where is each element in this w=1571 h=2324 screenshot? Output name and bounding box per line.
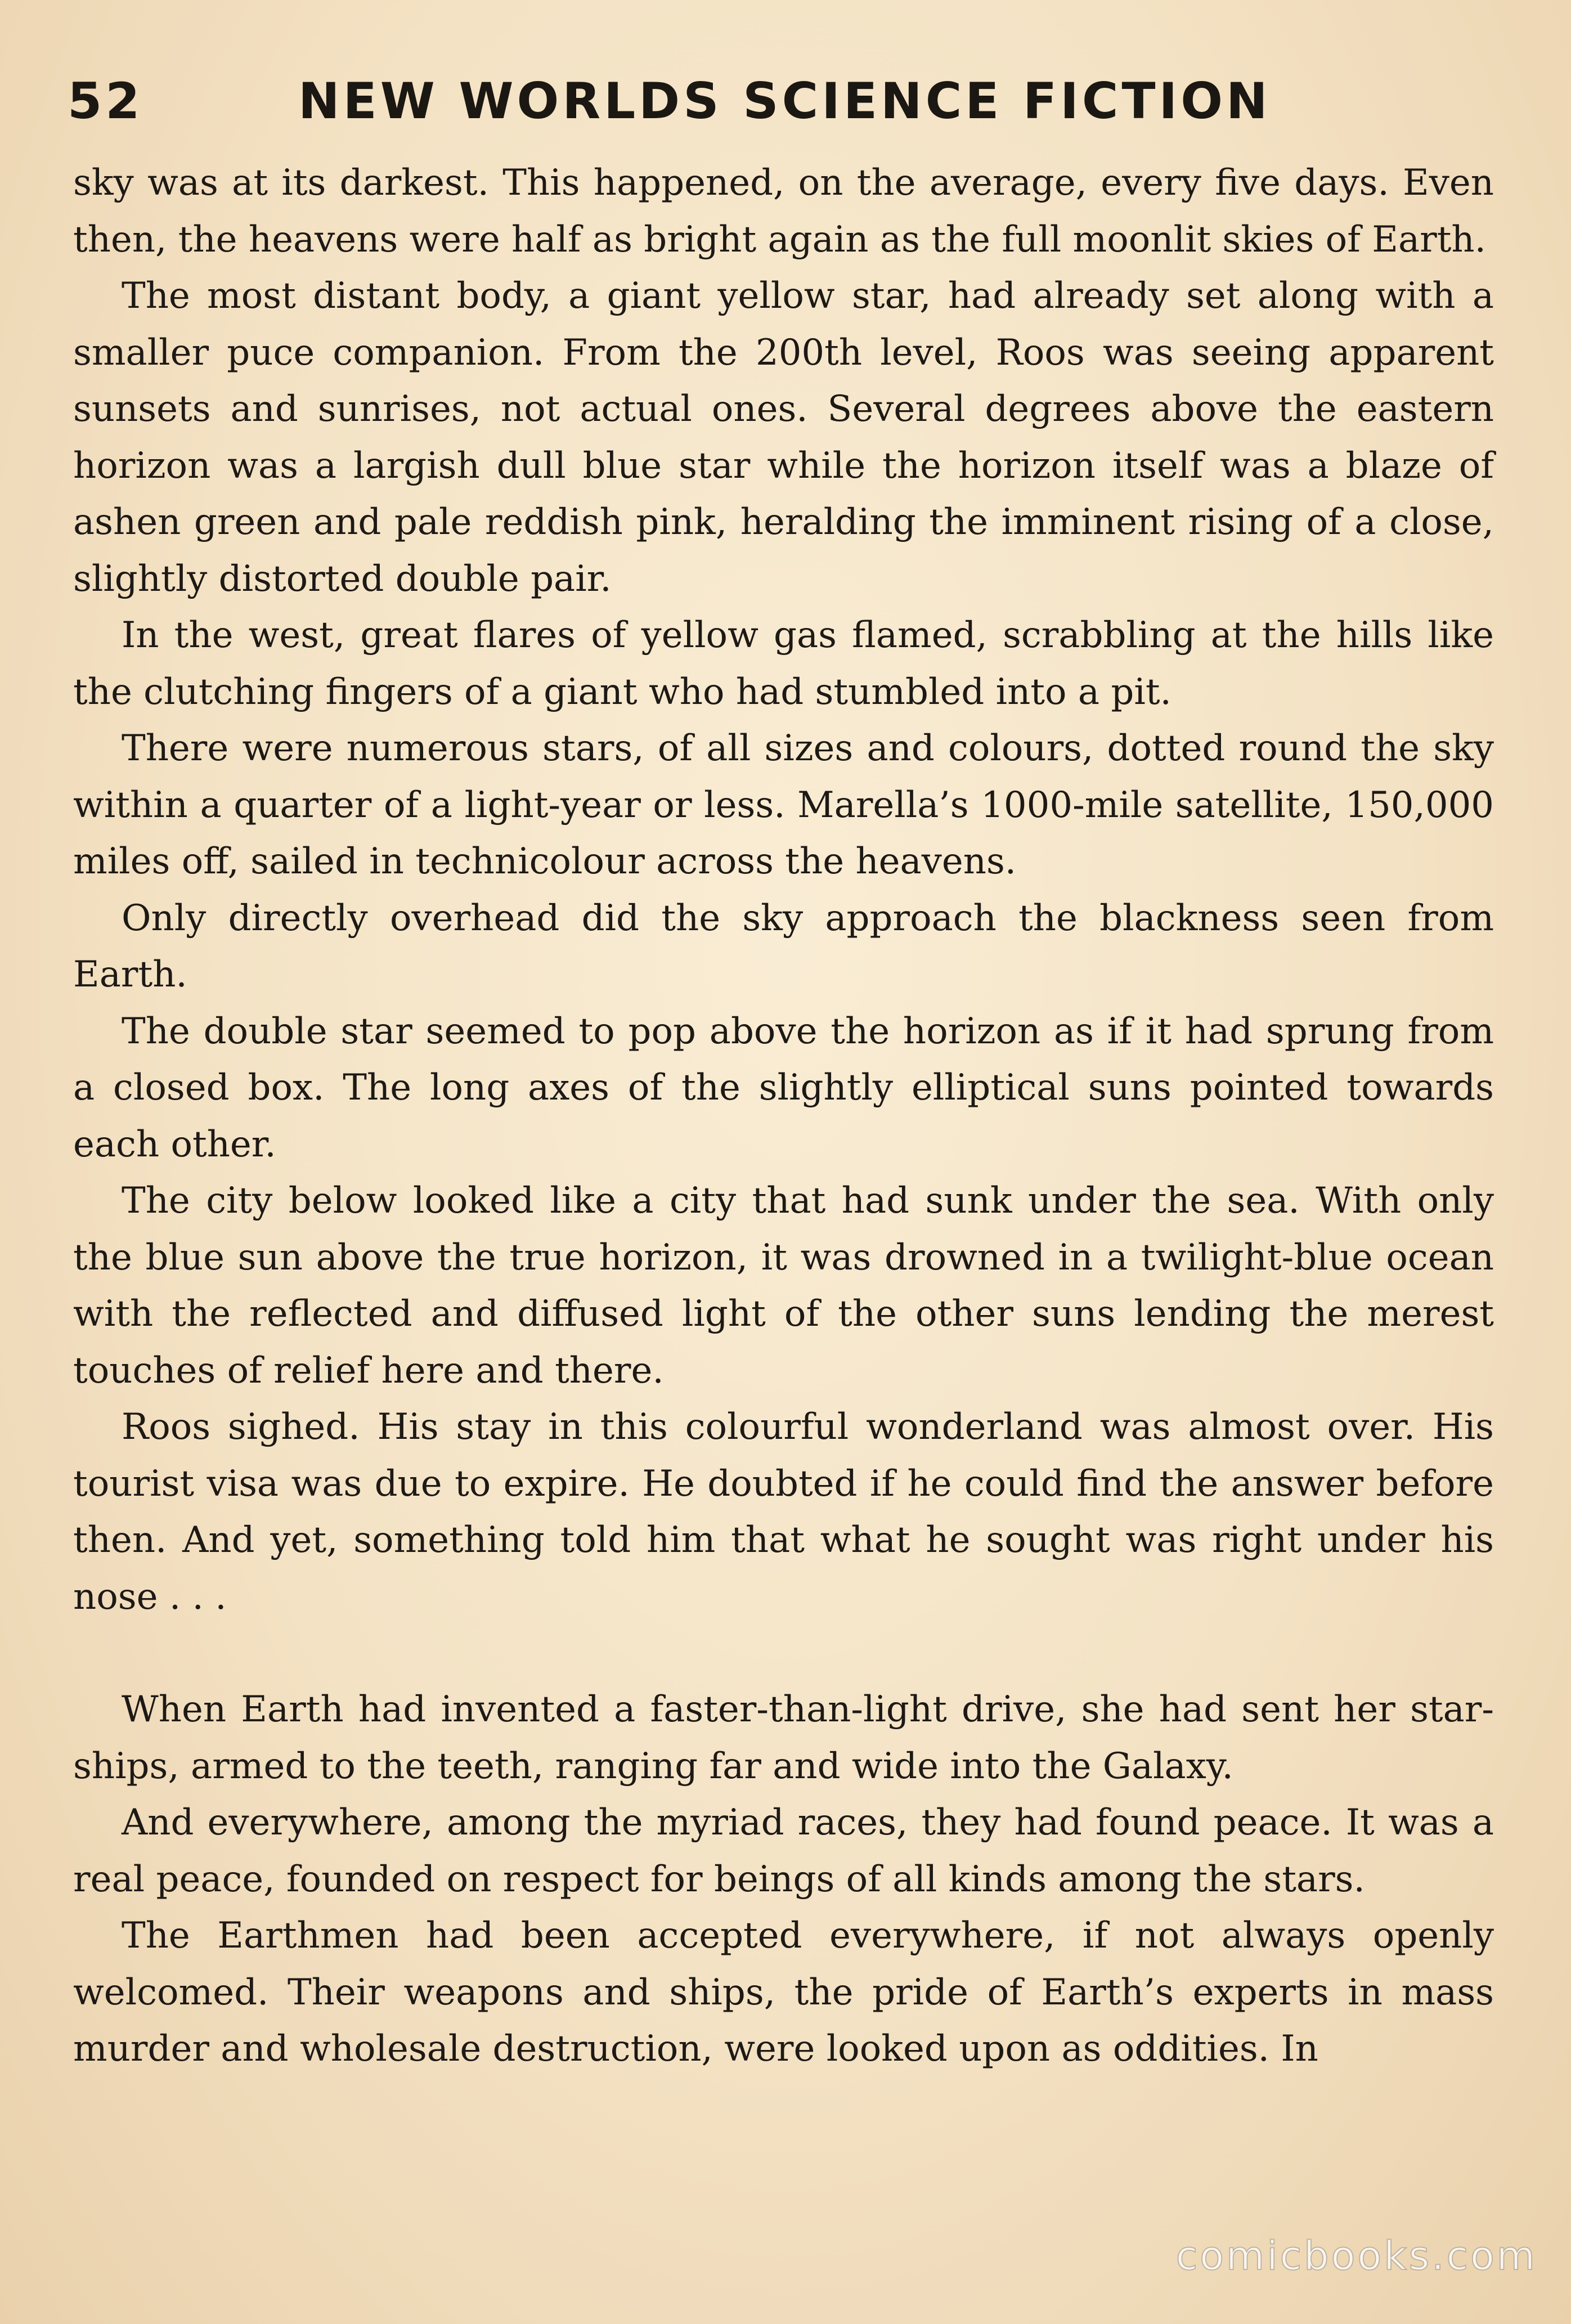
paragraph: The Earthmen had been accepted everywhere, if not always openly welcomed. Their weapons and ships, the pride of Earth’s experts in mass murder and wholesale destruction, were looked upon as oddities. In [73, 1915, 1494, 2070]
page-number: 52 [68, 72, 143, 130]
paragraph: And everywhere, among the myriad races, they had found peace. It was a real peace, founded on respect for beings of all kinds among the stars. [73, 1802, 1494, 1900]
paragraph: sky was at its darkest. This happened, on the average, every five days. Even then, the heavens were half as bright again as the full moonlit skies of Earth. [73, 162, 1494, 261]
paragraph: When Earth had invented a faster-than-light drive, she had sent her star-ships, armed to the teeth, ranging far and wide into the Galaxy. [73, 1689, 1494, 1787]
paragraph: There were numerous stars, of all sizes and colours, dotted round the sky within a quarter of a light-year or less. Marella’s 1000-mile satellite, 150,000 miles off, sailed in technicolour across the heavens. [73, 728, 1494, 882]
watermark: comicbooks.com [1175, 2233, 1537, 2279]
paragraph: Roos sighed. His stay in this colourful wonderland was almost over. His tourist visa was due to expire. He doubted if he could find the answer before then. And yet, something told him that what he sought was right under his nose . . . [73, 1406, 1494, 1618]
story-text [73, 155, 1494, 2078]
section-break [73, 1625, 1494, 1681]
paragraph: In the west, great flares of yellow gas flamed, scrabbling at the hills like the clutching fingers of a giant who had stumbled into a pit. [73, 614, 1494, 713]
paragraph: The city below looked like a city that had sunk under the sea. With only the blue sun above the true horizon, it was drowned in a twilight-blue ocean with the reflected and diffused light of the other suns lending the merest touches of relief here and there. [73, 1180, 1494, 1392]
paragraph: The most distant body, a giant yellow star, had already set along with a smaller puce companion. From the 200th level, Roos was seeing apparent sunsets and sunrises, not actual ones. Several degrees above the eastern horizon was a largish dull blue star while the horizon itself was a blaze of ashen green and pale reddish pink, heralding the imminent rising of a close, slightly distorted double pair. [73, 275, 1494, 600]
paragraph: Only directly overhead did the sky approach the blackness seen from Earth. [73, 897, 1494, 995]
magazine-title: NEW WORLDS SCIENCE FICTION [298, 72, 1271, 130]
paragraph: The double star seemed to pop above the horizon as if it had sprung from a closed box. The long axes of the slightly elliptical suns pointed towards each other. [73, 1010, 1494, 1165]
running-header [68, 72, 1508, 134]
